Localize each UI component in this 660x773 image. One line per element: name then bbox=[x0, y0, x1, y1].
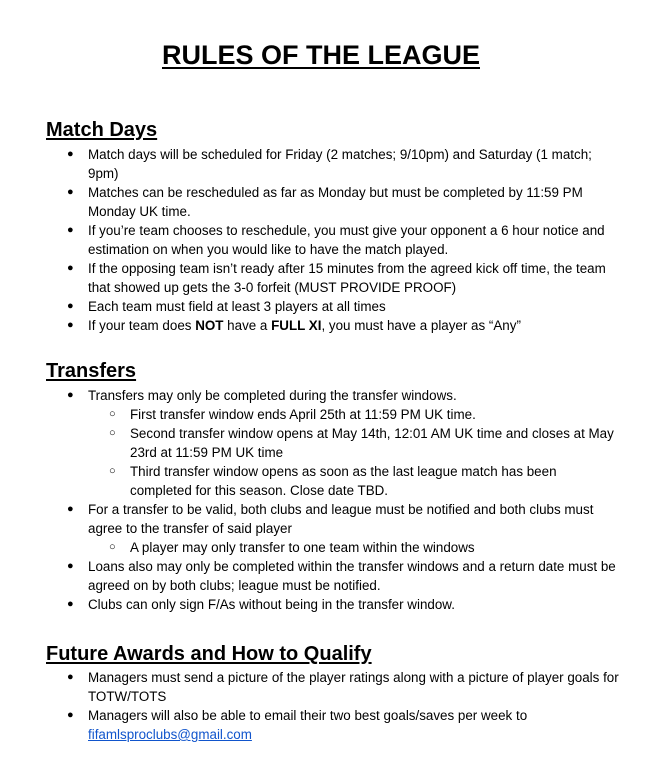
list-item: ● Clubs can only sign F/As without being in the transfer window. bbox=[67, 597, 455, 612]
transfer-validity-sublist bbox=[88, 538, 620, 557]
list-item: ● Transfers may only be completed during the transfer windows. ○ First transfer window ends April 25th at 11:59 PM UK time. ○ Second transfer window opens at May 14th, 12:01 AM UK time and closes at May 23rd at 11:59 PM UK time ○ Third transfer window opens as soon as the last league match has been completed for this season. Close date TBD. bbox=[0, 386, 620, 500]
emphasis-full-xi: FULL XI bbox=[271, 318, 322, 333]
bullet-icon: ● bbox=[67, 389, 74, 401]
awards-list bbox=[0, 668, 620, 744]
list-item: ● Managers will also be able to email their two best goals/saves per week to fifamlsproclubs@gmail.com bbox=[67, 708, 528, 742]
list-item: ● Managers must send a picture of the player ratings along with a picture of player goals for TOTW/TOTS bbox=[67, 670, 619, 704]
bullet-icon: ● bbox=[67, 560, 74, 572]
bullet-icon: ● bbox=[67, 186, 74, 198]
sub-list-item: ○ A player may only transfer to one team within the windows bbox=[109, 540, 475, 555]
transfers-list bbox=[0, 386, 620, 614]
document-title: RULES OF THE LEAGUE bbox=[161, 40, 480, 70]
list-item: ● Match days will be scheduled for Friday (2 matches; 9/10pm) and Saturday (1 match; 9pm) bbox=[67, 147, 592, 181]
match-days-list bbox=[0, 145, 620, 335]
sub-list-item: ○ Second transfer window opens at May 14th, 12:01 AM UK time and closes at May 23rd at 11:59 PM UK time bbox=[109, 426, 614, 460]
hollow-bullet-icon: ○ bbox=[109, 408, 116, 420]
bullet-icon: ● bbox=[67, 598, 74, 610]
section-heading-awards: Future Awards and How to Qualify bbox=[46, 643, 372, 665]
section-heading-match-days: Match Days bbox=[46, 119, 158, 141]
sub-list-item: ○ First transfer window ends April 25th at 11:59 PM UK time. bbox=[109, 407, 476, 422]
sub-list-item: ○ Third transfer window opens as soon as the last league match has been completed for this season. Close date TBD. bbox=[109, 464, 557, 498]
list-item: ● If the opposing team isn’t ready after 15 minutes from the agreed kick off time, the team that showed up gets the 3-0 forfeit (MUST PROVIDE PROOF) bbox=[67, 261, 606, 295]
bullet-icon: ● bbox=[67, 262, 74, 274]
hollow-bullet-icon: ○ bbox=[109, 427, 116, 439]
list-item-full-xi-rule: ● If your team does NOT have a FULL XI, you must have a player as “Any” bbox=[67, 318, 521, 333]
list-item: ● If you’re team chooses to reschedule, you must give your opponent a 6 hour notice and estimation on when you would like to have the match played. bbox=[67, 223, 605, 257]
hollow-bullet-icon: ○ bbox=[109, 541, 116, 553]
email-link[interactable]: fifamlsproclubs@gmail.com bbox=[88, 727, 252, 742]
bullet-icon: ● bbox=[67, 300, 74, 312]
list-item: ● Loans also may only be completed within the transfer windows and a return date must be agreed on by both clubs; league must be notified. bbox=[67, 559, 616, 593]
list-item: ● For a transfer to be valid, both clubs and league must be notified and both clubs must agree to the transfer of said player ○ A player may only transfer to one team within the windows bbox=[0, 500, 620, 557]
hollow-bullet-icon: ○ bbox=[109, 465, 116, 477]
transfer-windows-sublist bbox=[88, 405, 620, 500]
bullet-icon: ● bbox=[67, 709, 74, 721]
bullet-icon: ● bbox=[67, 148, 74, 160]
bullet-icon: ● bbox=[67, 671, 74, 683]
bullet-icon: ● bbox=[67, 319, 74, 331]
list-item: ● Matches can be rescheduled as far as Monday but must be completed by 11:59 PM Monday UK time. bbox=[67, 185, 583, 219]
section-heading-transfers: Transfers bbox=[46, 360, 137, 382]
bullet-icon: ● bbox=[67, 224, 74, 236]
list-item: ● Each team must field at least 3 players at all times bbox=[67, 299, 386, 314]
emphasis-not: NOT bbox=[195, 318, 224, 333]
bullet-icon: ● bbox=[67, 503, 74, 515]
